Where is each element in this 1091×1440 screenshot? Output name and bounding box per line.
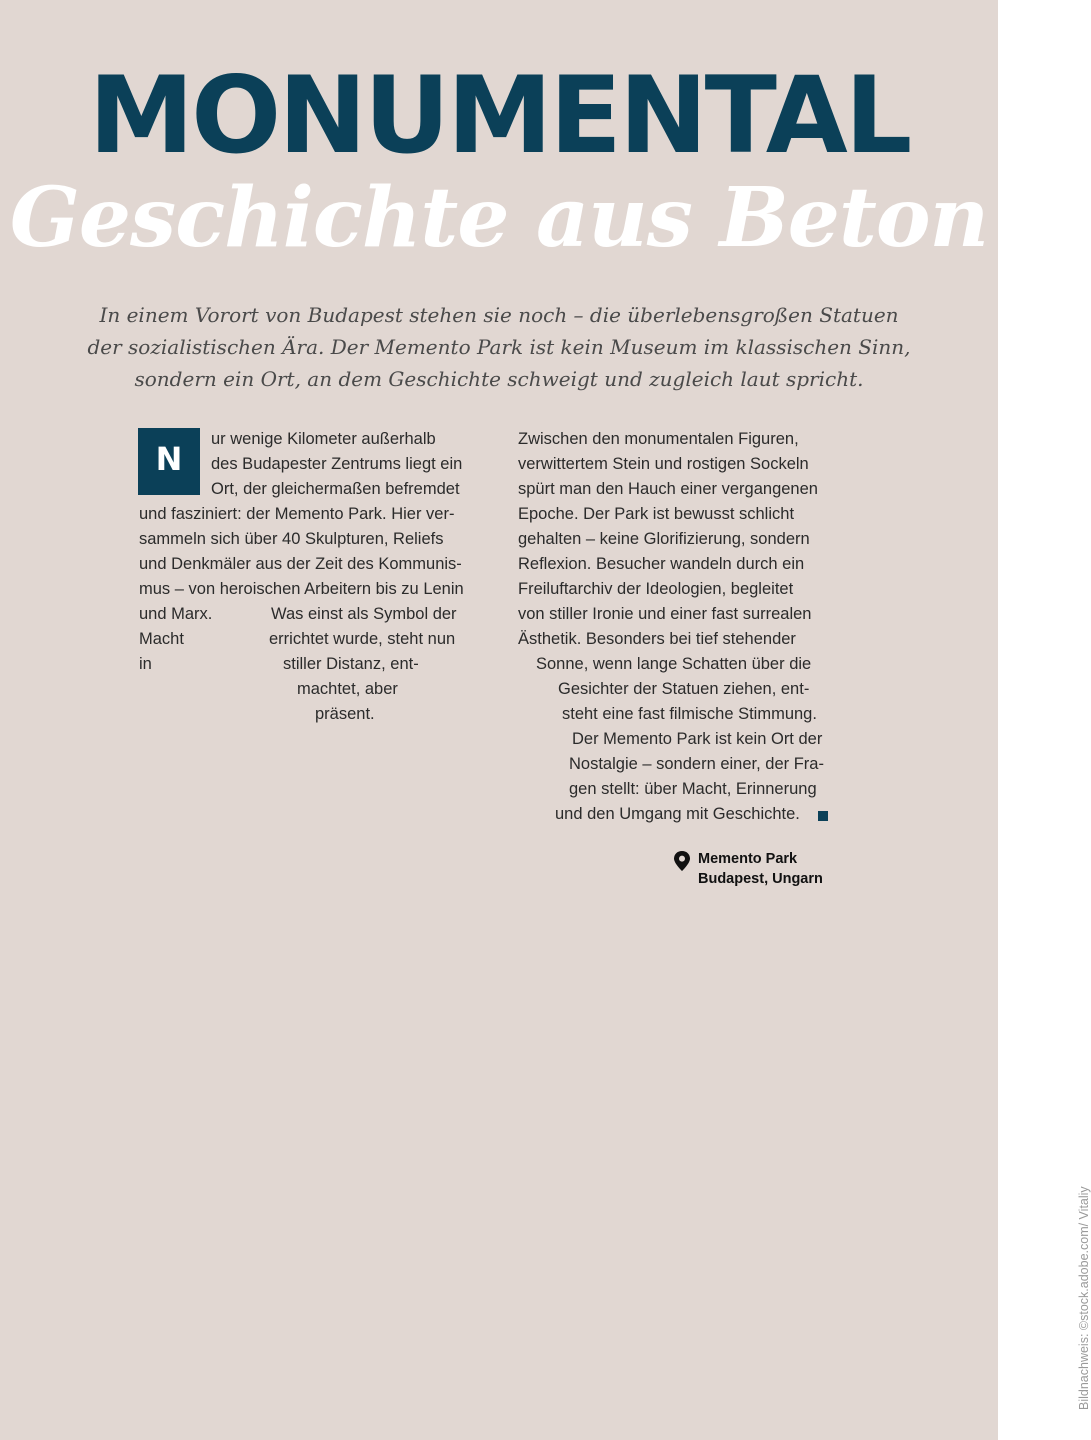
map-pin-icon xyxy=(673,851,691,871)
location-name: Memento Park xyxy=(698,851,798,867)
article-end-mark xyxy=(818,811,828,821)
body-line: präsent. xyxy=(315,705,375,723)
body-line: Epoche. Der Park ist bewusst schlicht xyxy=(518,505,795,523)
body-line: Gesichter der Statuen ziehen, ent- xyxy=(558,680,810,698)
body-line: von stiller Ironie und einer fast surrealen xyxy=(518,605,812,623)
body-line: des Budapester Zentrums liegt ein xyxy=(211,455,463,473)
body-line: Der Memento Park ist kein Ort der xyxy=(572,730,823,748)
body-line: Reflexion. Besucher wandeln durch ein xyxy=(518,555,805,573)
drop-cap: N xyxy=(138,428,200,495)
body-line: gen stellt: über Macht, Erinnerung xyxy=(569,780,817,798)
intro-paragraph xyxy=(60,299,938,395)
location-label xyxy=(698,849,823,889)
headline-title: MONUMENTAL xyxy=(88,54,910,177)
body-line: spürt man den Hauch einer vergangenen xyxy=(518,480,818,498)
body-line: in xyxy=(139,655,152,673)
body-line: Zwischen den monumentalen Figuren, xyxy=(518,430,799,448)
body-line: mus – von heroischen Arbeitern bis zu Lenin xyxy=(139,580,464,598)
intro-line: sondern ein Ort, an dem Geschichte schweigt und zugleich laut spricht. xyxy=(134,367,864,391)
headline-subtitle: Geschichte aus Beton xyxy=(9,170,989,266)
body-line: machtet, aber xyxy=(297,680,398,698)
body-line: und den Umgang mit Geschichte. xyxy=(555,805,800,823)
intro-line: In einem Vorort von Budapest stehen sie noch – die überlebensgroßen Statuen xyxy=(99,303,899,327)
body-line: Ästhetik. Besonders bei tief stehender xyxy=(518,630,796,648)
body-line: Nostalgie – sondern einer, der Fra- xyxy=(569,755,824,773)
intro-line: der sozialistischen Ära. Der Memento Park ist kein Museum im klassischen Sinn, xyxy=(87,335,911,359)
image-credit: Bildnachweis: ©stock.adobe.com/ Vitaliy xyxy=(1077,1186,1091,1410)
body-line: Sonne, wenn lange Schatten über die xyxy=(536,655,812,673)
body-line: steht eine fast filmische Stimmung. xyxy=(562,705,817,723)
body-line: und Marx. xyxy=(139,605,213,623)
body-line: Ort, der gleichermaßen befremdet xyxy=(211,480,460,498)
body-line: ur wenige Kilometer außerhalb xyxy=(211,430,436,448)
body-line: Freiluftarchiv der Ideologien, begleitet xyxy=(518,580,794,598)
body-line: gehalten – keine Glorifizierung, sondern xyxy=(518,530,810,548)
body-line: und fasziniert: der Memento Park. Hier ver- xyxy=(139,505,455,523)
body-line: Was einst als Symbol der xyxy=(271,605,457,623)
body-line: verwittertem Stein und rostigen Sockeln xyxy=(518,455,809,473)
body-line: errichtet wurde, steht nun xyxy=(269,630,456,648)
body-line: sammeln sich über 40 Skulpturen, Reliefs xyxy=(139,530,444,548)
location-place: Budapest, Ungarn xyxy=(698,871,823,887)
body-line: stiller Distanz, ent- xyxy=(283,655,419,673)
body-line: Macht xyxy=(139,630,184,648)
body-line: und Denkmäler aus der Zeit des Kommunis- xyxy=(139,555,462,573)
